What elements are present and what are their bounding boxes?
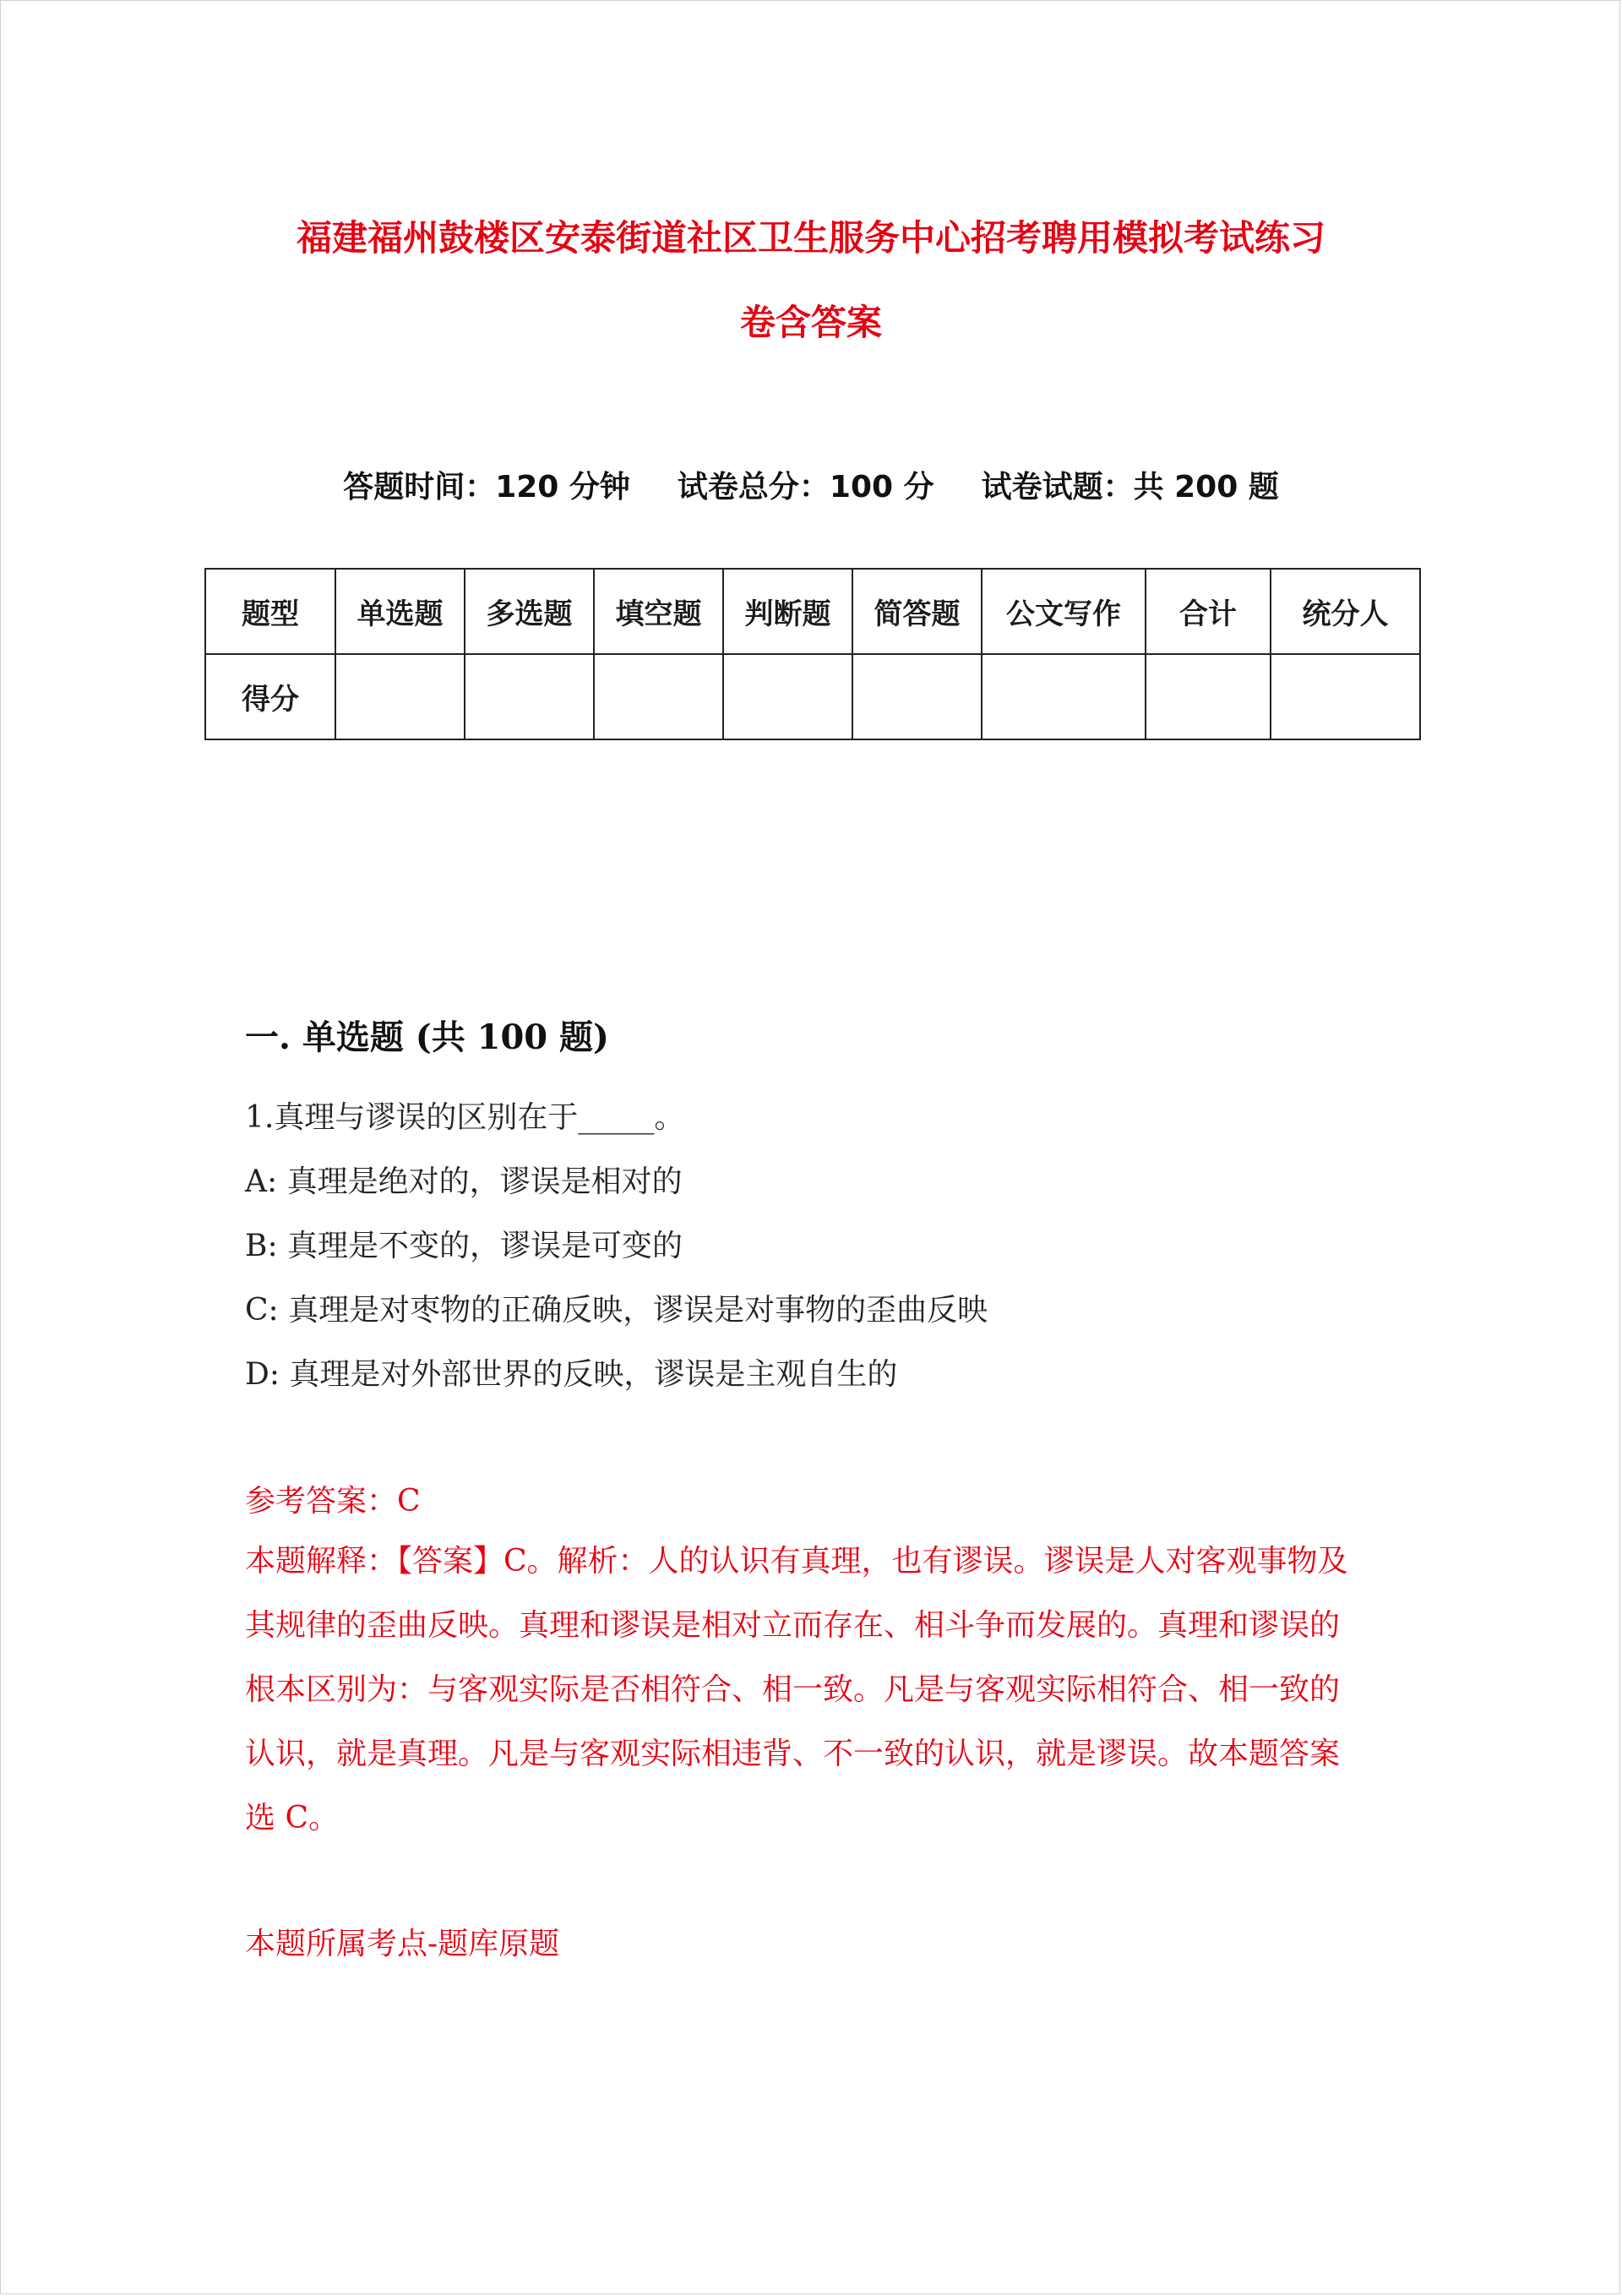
exam-total-score: 试卷总分：100 分 (677, 470, 934, 504)
exam-time: 答题时间：120 分钟 (343, 470, 630, 504)
score-cell (1271, 654, 1420, 739)
score-table-header-cell: 题型 (205, 569, 335, 654)
score-table-header-cell: 单选题 (335, 569, 465, 654)
score-cell (335, 654, 465, 739)
score-cell (1146, 654, 1271, 739)
score-table-header-cell: 统分人 (1271, 569, 1420, 654)
score-table-header-cell: 合计 (1146, 569, 1271, 654)
score-cell (723, 654, 852, 739)
score-table-header-row (205, 569, 1420, 654)
reference-answer: 参考答案：C (245, 1484, 421, 1519)
score-cell (594, 654, 723, 739)
score-cell (465, 654, 594, 739)
exam-question-count: 试卷试题：共 200 题 (981, 470, 1279, 504)
score-row-label: 得分 (205, 654, 335, 739)
exam-info (0, 463, 1622, 506)
document-title-line-2: 卷含答案 (739, 302, 882, 343)
score-cell (852, 654, 982, 739)
section-title: 一. 单选题 (共 100 题) (245, 1017, 609, 1057)
document-title-line-1: 福建福州鼓楼区安泰街道社区卫生服务中心招考聘用模拟考试练习 (296, 217, 1325, 259)
score-table-header-cell: 填空题 (594, 569, 723, 654)
score-table-score-row (205, 654, 1420, 739)
answer-explanation: 本题解释：【答案】C。解析：人的认识有真理，也有谬误。谬误是人对客观事物及其规律的歪曲反映。真理和谬误是相对立而存在、相斗争而发展的。真理和谬误的根本区别为：与客观实际是否相符合、相一致。凡是与客观实际相符合、相一致的认识，就是真理。凡是与客观实际相违背、不一致的认识，就是谬误。故本题答案选 C。 (245, 1544, 1348, 1835)
question-topic: 本题所属考点-题库原题 (245, 1927, 560, 1961)
score-table (204, 568, 1421, 740)
score-table-header-cell: 简答题 (852, 569, 982, 654)
option-a: A: 真理是绝对的，谬误是相对的 (245, 1164, 683, 1199)
score-cell (982, 654, 1146, 739)
question-stem: 1.真理与谬误的区别在于_____。 (245, 1100, 685, 1135)
score-table-header-cell: 判断题 (723, 569, 852, 654)
score-table-header-cell: 公文写作 (982, 569, 1146, 654)
option-d: D: 真理是对外部世界的反映，谬误是主观自生的 (245, 1357, 898, 1392)
option-b: B: 真理是不变的，谬误是可变的 (245, 1229, 683, 1263)
score-table-header-cell: 多选题 (465, 569, 594, 654)
option-c: C: 真理是对枣物的正确反映，谬误是对事物的歪曲反映 (245, 1293, 988, 1328)
